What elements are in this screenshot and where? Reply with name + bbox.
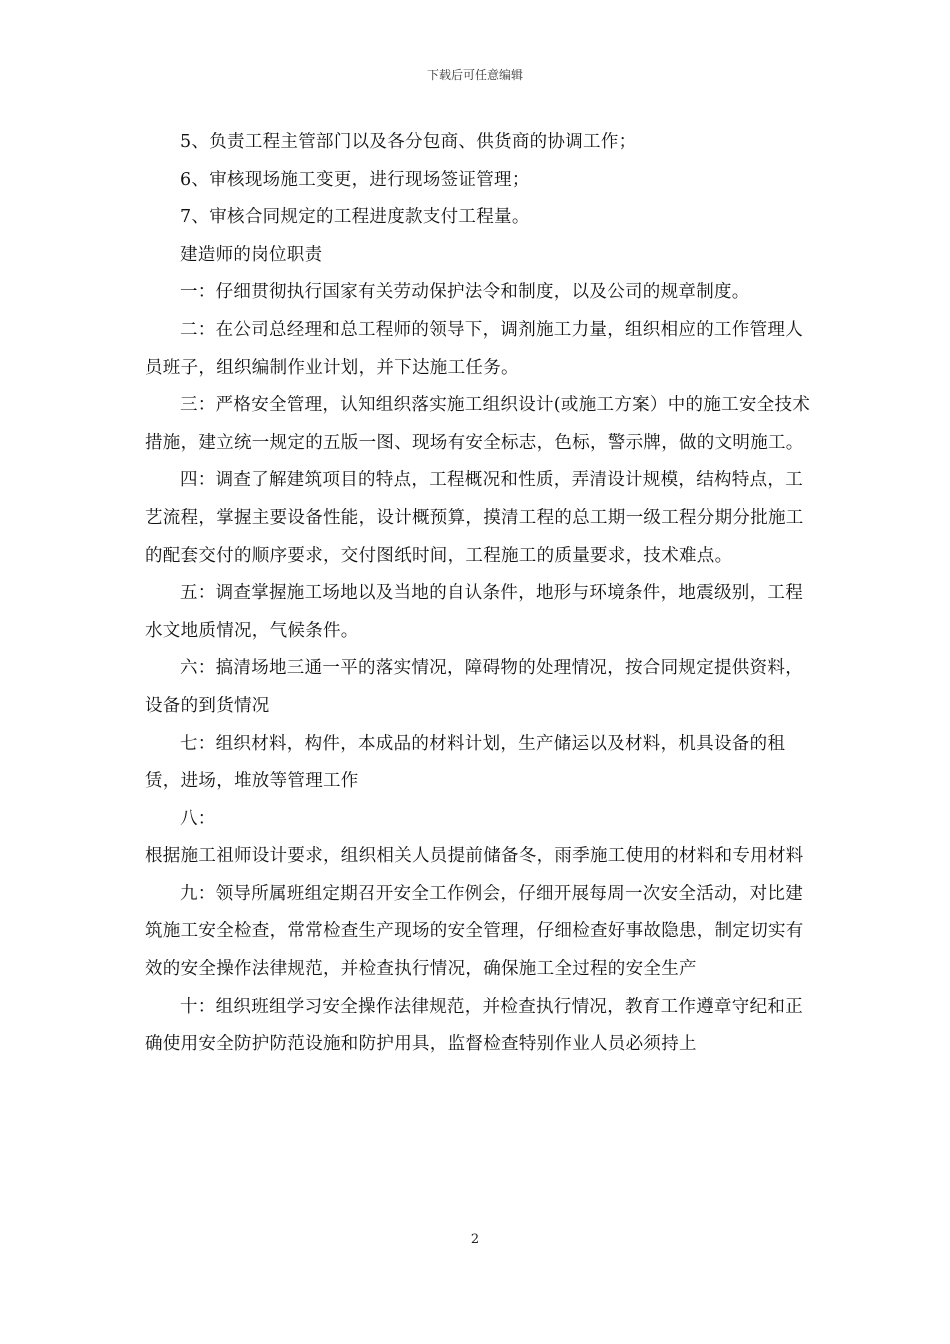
paragraph: 八： <box>180 808 216 829</box>
page-header: 下载后可任意编辑 <box>426 68 523 82</box>
paragraph: 二：在公司总经理和总工程师的领导下，调剂施工力量，组织相应的工作管理人员班子，组织编制作业计划，并下达施工任务。 <box>145 319 803 378</box>
paragraph: 十：组织班组学习安全操作法律规范，并检查执行情况，教育工作遵章守纪和正确使用安全防护防范设施和防护用具，监督检查特别作业人员必须持上 <box>145 996 803 1055</box>
paragraph: 七：组织材料，构件，本成品的材料计划，生产储运以及材料，机具设备的租赁，进场，堆放等管理工作 <box>145 733 786 792</box>
paragraph: 6、审核现场施工变更，进行现场签证管理； <box>180 169 530 190</box>
paragraph: 四：调查了解建筑项目的特点，工程概况和性质，弄清设计规模，结构特点，工艺流程，掌握主要设备性能，设计概预算，摸清工程的总工期一级工程分期分批施工的配套交付的顺序要求，交付图纸时间，工程施工的质量要求，技术难点。 <box>145 470 804 566</box>
paragraph: 六：搞清场地三通一平的落实情况，障碍物的处理情况，按合同规定提供资料，设备的到货情况 <box>145 658 803 716</box>
paragraph: 一：仔细贯彻执行国家有关劳动保护法令和制度，以及公司的规章制度。 <box>180 282 750 303</box>
section-heading: 建造师的岗位职责 <box>180 244 323 265</box>
paragraph: 根据施工祖师设计要求，组织相关人员提前储备冬，雨季施工使用的材料和专用材料 <box>145 846 804 867</box>
paragraph: 三：严格安全管理，认知组织落实施工组织设计(或施工方案）中的施工安全技术措施，建立统一规定的五版一图、现场有安全标志，色标，警示牌，做的文明施工。 <box>145 395 811 453</box>
paragraph: 5、负责工程主管部门以及各分包商、供货商的协调工作； <box>180 132 637 152</box>
page-number: 2 <box>470 1232 480 1247</box>
paragraph: 九：领导所属班组定期召开安全工作例会，仔细开展每周一次安全活动，对比建筑施工安全检查，常常检查生产现场的安全管理，仔细检查好事故隐患，制定切实有效的安全操作法律规范，并检查执行情况，确保施工全过程的安全生产 <box>145 883 804 980</box>
document-body <box>145 124 813 1064</box>
paragraph: 7、审核合同规定的工程进度款支付工程量。 <box>180 207 530 228</box>
paragraph: 五：调查掌握施工场地以及当地的自认条件，地形与环境条件，地震级别，工程水文地质情况，气候条件。 <box>145 583 803 641</box>
